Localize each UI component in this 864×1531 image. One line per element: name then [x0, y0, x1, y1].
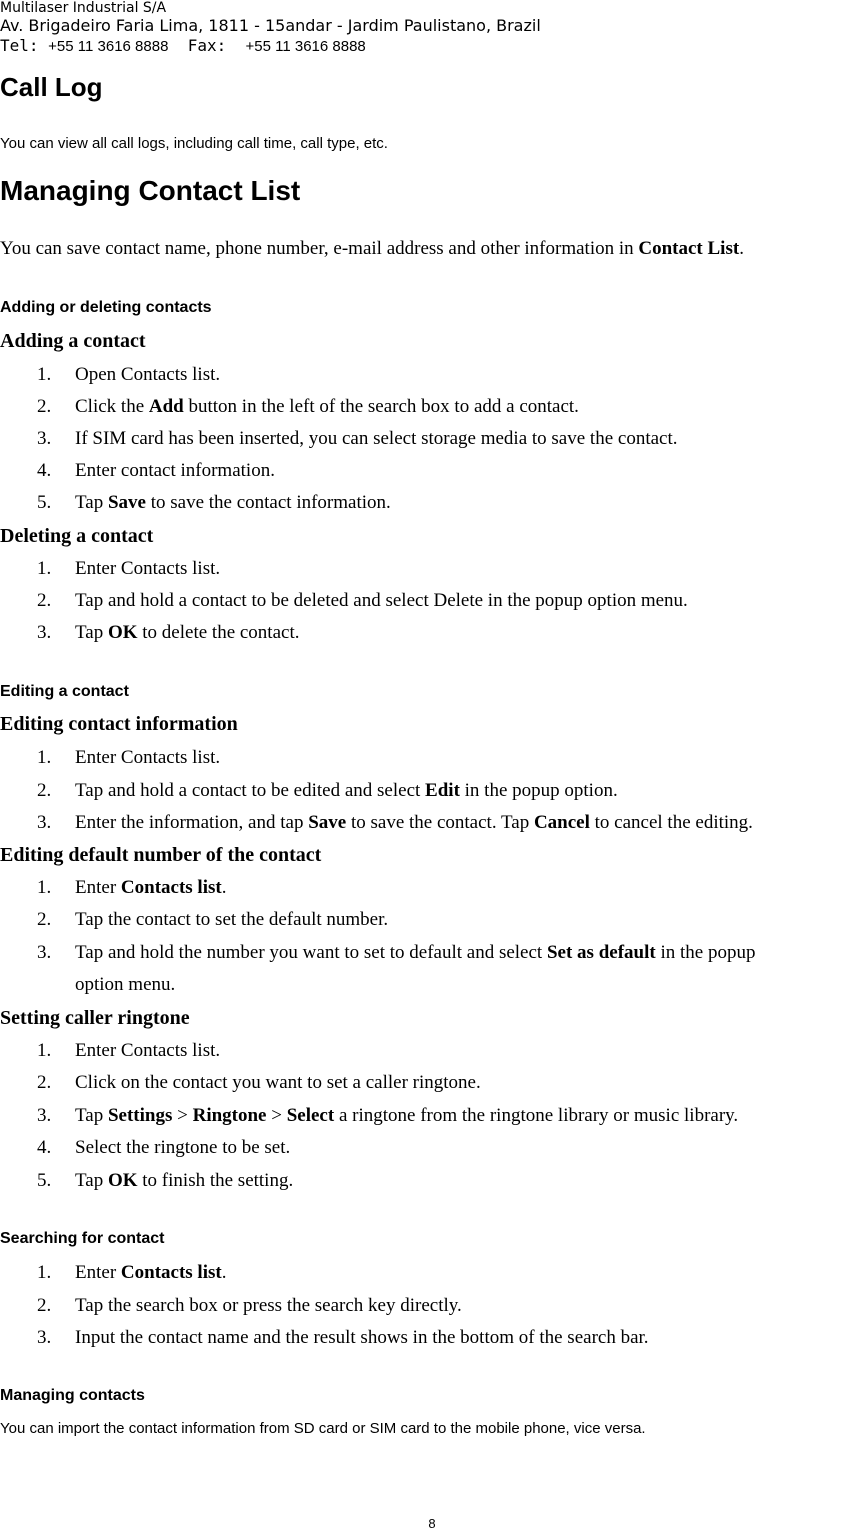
adding-deleting-heading: Adding or deleting contacts — [0, 299, 212, 316]
tel-number: +55 11 3616 8888 — [48, 38, 169, 55]
page-header — [0, 0, 541, 56]
fax-label: Fax: — [187, 36, 227, 55]
managing-intro: You can save contact name, phone number, e-mail address and other information in Contact List. — [0, 238, 744, 259]
deleting-contact-title: Deleting a contact — [0, 525, 154, 547]
ringtone-title: Setting caller ringtone — [0, 1007, 190, 1029]
company-name: Multilaser Industrial S/A — [0, 0, 167, 16]
page-number: 8 — [428, 1516, 436, 1531]
company-address: Av. Brigadeiro Faria Lima, 1811 - 15andar - Jardim Paulistano, Brazil — [0, 16, 541, 35]
call-log-description: You can view all call logs, including call time, call type, etc. — [0, 135, 388, 152]
fax-number: +55 11 3616 8888 — [245, 38, 366, 55]
managing-contacts-description: You can import the contact information from SD card or SIM card to the mobile phone, vice versa. — [0, 1420, 646, 1437]
managing-contacts-heading: Managing contacts — [0, 1387, 145, 1404]
editing-default-title: Editing default number of the contact — [0, 844, 322, 866]
call-log-title: Call Log — [0, 72, 103, 102]
company-phone-fax — [0, 36, 541, 56]
editing-info-title: Editing contact information — [0, 713, 238, 735]
managing-contact-list-title: Managing Contact List — [0, 175, 301, 206]
editing-heading: Editing a contact — [0, 683, 129, 700]
adding-contact-title: Adding a contact — [0, 330, 146, 352]
tel-label: Tel: — [0, 36, 39, 55]
searching-heading: Searching for contact — [0, 1230, 165, 1247]
contact-list-term: Contact List — [638, 238, 740, 259]
